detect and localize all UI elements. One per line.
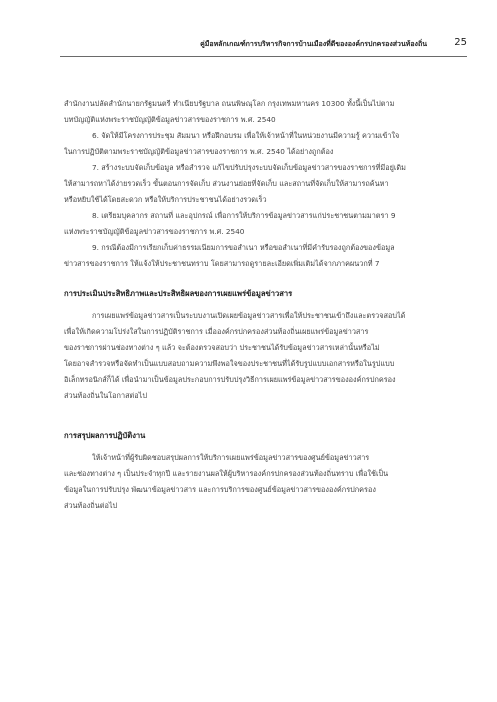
list-item: 6. จัดให้มีโครงการประชุม สัมมนา หรือฝึกอบรม เพื่อให้เจ้าหน้าที่ในหน่วยงานมีความรู้ ความเข้าใจ (92, 131, 400, 140)
body-line: บทบัญญัติแห่งพระราชบัญญัติข้อมูลข่าวสารของราชการ พ.ศ. 2540 (64, 115, 276, 124)
list-item: 7. สร้างระบบจัดเก็บข้อมูล หรือสำรวจ แก้ไขปรับปรุงระบบจัดเก็บข้อมูลข่าวสารของราชการที่มีอยู่เดิม (92, 163, 406, 172)
paragraph-first-line: ให้เจ้าหน้าที่ผู้รับผิดชอบสรุปผลการให้บริการเผยแพร่ข้อมูลข่าวสารของศูนย์ข้อมูลข่าวสาร (92, 453, 370, 462)
page-number: 25 (454, 37, 467, 48)
section-title: การสรุปผลการปฏิบัติงาน (64, 431, 146, 440)
page-header (60, 36, 467, 57)
body-line: อิเล็กทรอนิกส์ก็ได้ เพื่อนำมาเป็นข้อมูลประกอบการปรับปรุงวิธีการเผยแพร่ข้อมูลข่าวสารขององค์กรปกครอง (64, 375, 396, 384)
body-line: หรือหยิบใช้ได้โดยสะดวก หรือให้บริการประชาชนได้อย่างรวดเร็ว (64, 195, 267, 204)
body-line: ข่าวสารของราชการ ให้แจ้งให้ประชาชนทราบ โดยสามารถดูรายละเอียดเพิ่มเติมได้จากภาคผนวกที่ 7 (64, 259, 380, 268)
body-line: เพื่อให้เกิดความโปร่งใสในการปฏิบัติราชการ เมื่อองค์กรปกครองส่วนท้องถิ่นเผยแพร่ข้อมูลข่าวสาร (64, 327, 369, 336)
body-line: ส่วนท้องถิ่นในโอกาสต่อไป (64, 391, 147, 400)
list-item: 8. เตรียมบุคลากร สถานที่ และอุปกรณ์ เพื่อการให้บริการข้อมูลข่าวสารแก่ประชาชนตามมาตรา 9 (92, 211, 396, 220)
header-title: คู่มือหลักเกณฑ์การบริหารกิจการบ้านเมืองที่ดีขององค์กรปกครองส่วนท้องถิ่น (200, 40, 427, 48)
document-body (64, 96, 472, 514)
section-title: การประเมินประสิทธิภาพและประสิทธิผลของการเผยแพร่ข้อมูลข่าวสาร (64, 289, 293, 298)
body-line: ในการปฏิบัติตามพระราชบัญญัติข้อมูลข่าวสารของราชการ พ.ศ. 2540 ได้อย่างถูกต้อง (64, 147, 334, 156)
body-line: ให้สามารถหาได้ง่ายรวดเร็ว ขั้นตอนการจัดเก็บ ส่วนงานย่อยที่จัดเก็บ และสถานที่จัดเก็บให้สามารถค้นหา (64, 179, 389, 188)
paragraph-first-line: การเผยแพร่ข้อมูลข่าวสารเป็นระบบงานเปิดเผยข้อมูลข่าวสารเพื่อให้ประชาชนเข้าถึงและตรวจสอบได้ (92, 311, 406, 320)
body-line: ส่วนท้องถิ่นต่อไป (64, 501, 118, 510)
body-line: โดยอาจสำรวจหรือจัดทำเป็นแบบสอบถามความพึงพอใจของประชาชนที่ได้รับรูปแบบเอกสารหรือในรูปแบบ (64, 359, 395, 368)
list-item: 9. กรณีต้องมีการเรียกเก็บค่าธรรมเนียมการขอสำเนา หรือขอสำเนาที่มีคำรับรองถูกต้องของข้อมูล (92, 243, 395, 252)
body-line: ข้อมูลในการปรับปรุง พัฒนาข้อมูลข่าวสาร และการบริการของศูนย์ข้อมูลข่าวสารขององค์กรปกครอง (64, 485, 376, 494)
body-line: และช่องทางต่าง ๆ เป็นประจำทุกปี และรายงานผลให้ผู้บริหารองค์กรปกครองส่วนท้องถิ่นทราบ เพื่อใช้เป็น (64, 469, 389, 478)
body-line: แห่งพระราชบัญญัติข้อมูลข่าวสารของราชการ พ.ศ. 2540 (64, 227, 245, 236)
body-line: ของราชการผ่านช่องทางต่าง ๆ แล้ว จะต้องตรวจสอบว่า ประชาชนได้รับข้อมูลข่าวสารเหล่านั้นหรือไม่ (64, 343, 380, 352)
body-line: สำนักงานปลัดสำนักนายกรัฐมนตรี ทำเนียบรัฐบาล ถนนพิษณุโลก กรุงเทพมหานคร 10300 ทั้งนี้เป็นไปตาม (64, 99, 395, 108)
